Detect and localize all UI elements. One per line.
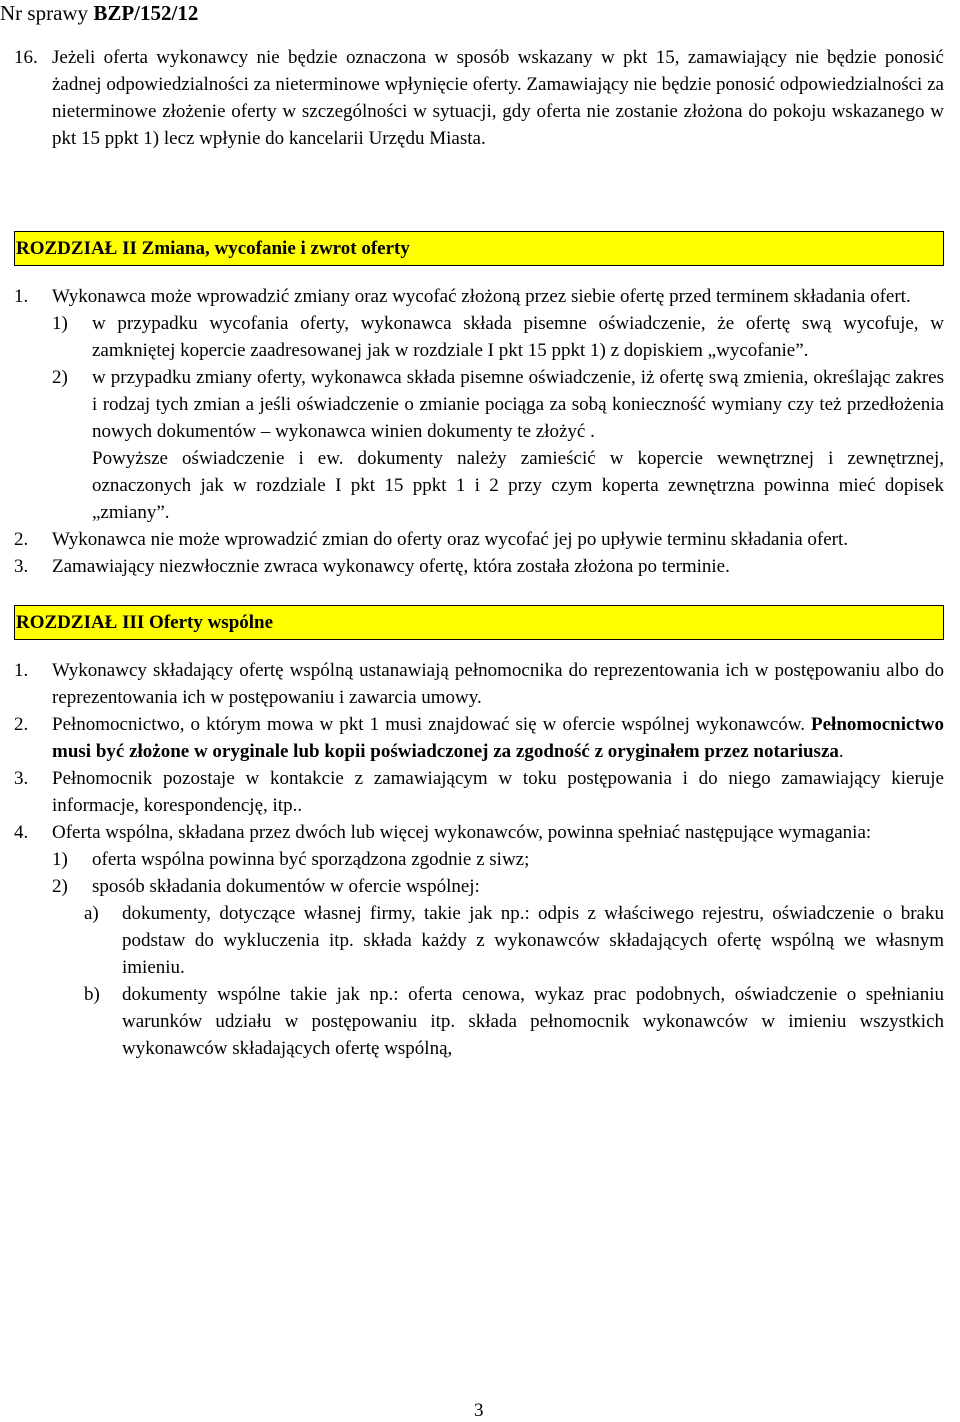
item-text: Wykonawca może wprowadzić zmiany oraz wycofać złożoną przez siebie ofertę przed terminem składania ofert. — [52, 286, 911, 307]
item-label: 2) — [52, 876, 68, 897]
item-text: w przypadku zmiany oferty, wykonawca składa pisemne oświadczenie, iż ofertę swą zmienia, określając zakres i rodzaj tych zmian a jeśli oświadczenie o zmianie pociąga za sobą konieczność wymiany czy też przedłożenia nowych dokumentów – wykonawca winien dokumenty te złożyć . — [92, 367, 944, 442]
item-label: 3. — [14, 556, 29, 577]
chapter-2-heading — [14, 231, 944, 266]
ch2-item-1-1 — [14, 310, 944, 364]
chapter-title: ROZDZIAŁ III Oferty wspólne — [16, 612, 274, 633]
ch3-item-4-1 — [14, 846, 944, 873]
paragraph-text: Jeżeli oferta wykonawcy nie będzie oznaczona w sposób wskazany w pkt 15, zamawiający nie będzie ponosić żadnej odpowiedzialności za nieterminowe wpłynięcie oferty. Zamawiający nie będzie ponosić odpowiedzialności za nieterminowe złożenie oferty w szczególności w sytuacji, gdy oferta nie zostanie złożona do pokoju wskazanego w pkt 15 ppkt 1) lecz wpłynie do kancelarii Urzędu Miasta. — [52, 47, 944, 149]
item-text: oferta wspólna powinna być sporządzona zgodnie z siwz; — [92, 849, 530, 870]
ch3-item-4-2 — [14, 873, 944, 900]
paragraph-label: 16. — [14, 47, 38, 68]
ch3-item-4-2-b — [14, 981, 944, 1062]
ch3-item-4-2-a — [14, 900, 944, 981]
item-label: 3. — [14, 768, 29, 789]
item-text-bold: Pełnomocnictwo musi być złożone w oryginale lub kopii poświadczonej za zgodność z oryginałem przez notariusza — [52, 714, 944, 762]
item-label: 2. — [14, 529, 29, 550]
item-text: Wykonawcy składający ofertę wspólną ustanawiają pełnomocnika do reprezentowania ich w postępowaniu albo do reprezentowania ich w postępowaniu i zawarcia umowy. — [52, 660, 944, 708]
chapter-title: ROZDZIAŁ II Zmiana, wycofanie i zwrot oferty — [16, 238, 410, 259]
ch3-item-2 — [14, 711, 944, 765]
item-text-continued: Powyższe oświadczenie i ew. dokumenty należy zamieścić w kopercie wewnętrznej i zewnętrznej, oznaczonych jak w rozdziale I pkt 15 ppkt 1 i 2 przy czym koperta zewnętrzna powinna mieć dopisek „zmiany”. — [92, 448, 944, 523]
case-number-header — [0, 0, 198, 26]
page-number: 3 — [474, 1400, 484, 1421]
item-label: 2. — [14, 714, 29, 735]
item-text: w przypadku wycofania oferty, wykonawca składa pisemne oświadczenie, że ofertę swą wycofuje, w zamkniętej kopercie zaadresowanej jak w rozdziale I pkt 15 ppkt 1) z dopiskiem „wycofanie”. — [92, 313, 944, 361]
ch3-item-4 — [14, 819, 944, 846]
item-text: Pełnomocnik pozostaje w kontakcie z zamawiającym w toku postępowania i do niego zamawiający kieruje informacje, korespondencję, itp.. — [52, 768, 944, 816]
ch3-item-3 — [14, 765, 944, 819]
case-number-prefix: Nr sprawy — [0, 1, 94, 25]
item-label: 1. — [14, 660, 29, 681]
ch2-item-3 — [14, 553, 944, 580]
item-text: Oferta wspólna, składana przez dwóch lub więcej wykonawców, powinna spełniać następujące wymagania: — [52, 822, 872, 843]
item-text: dokumenty, dotyczące własnej firmy, takie jak np.: odpis z właściwego rejestru, oświadczenie o braku podstaw do wykluczenia itp. składa każdy z wykonawców składających ofertę wspólną we własnym imieniu. — [122, 903, 944, 978]
ch2-item-2 — [14, 526, 944, 553]
document-body — [14, 44, 944, 1062]
item-text: Wykonawca nie może wprowadzić zmian do oferty oraz wycofać jej po upływie terminu składania ofert. — [52, 529, 849, 550]
ch2-item-1 — [14, 283, 944, 310]
chapter-3-heading — [14, 605, 944, 640]
item-text: dokumenty wspólne takie jak np.: oferta cenowa, wykaz prac podobnych, oświadczenie o spełnianiu warunków udziału w postępowaniu itp. składa pełnomocnik wykonawców w imieniu wszystkich wykonawców składających ofertę wspólną, — [122, 984, 944, 1059]
ch3-item-1 — [14, 657, 944, 711]
item-label: 4. — [14, 822, 29, 843]
item-label: 1) — [52, 849, 68, 870]
ch2-item-1-2 — [14, 364, 944, 526]
item-text-tail: . — [838, 741, 844, 762]
item-text: Zamawiający niezwłocznie zwraca wykonawcy ofertę, która została złożona po terminie. — [52, 556, 730, 577]
paragraph-16 — [14, 44, 944, 206]
item-label: 1. — [14, 286, 29, 307]
item-label: 1) — [52, 313, 68, 334]
item-label: b) — [84, 984, 100, 1005]
item-text: sposób składania dokumentów w ofercie wspólnej: — [92, 876, 480, 897]
item-text-normal: Pełnomocnictwo, o którym mowa w pkt 1 musi znajdować się w ofercie wspólnej wykonawców. — [52, 714, 812, 735]
item-label: a) — [84, 903, 99, 924]
item-label: 2) — [52, 367, 68, 388]
item-text — [52, 711, 944, 765]
case-number: BZP/152/12 — [93, 1, 199, 25]
